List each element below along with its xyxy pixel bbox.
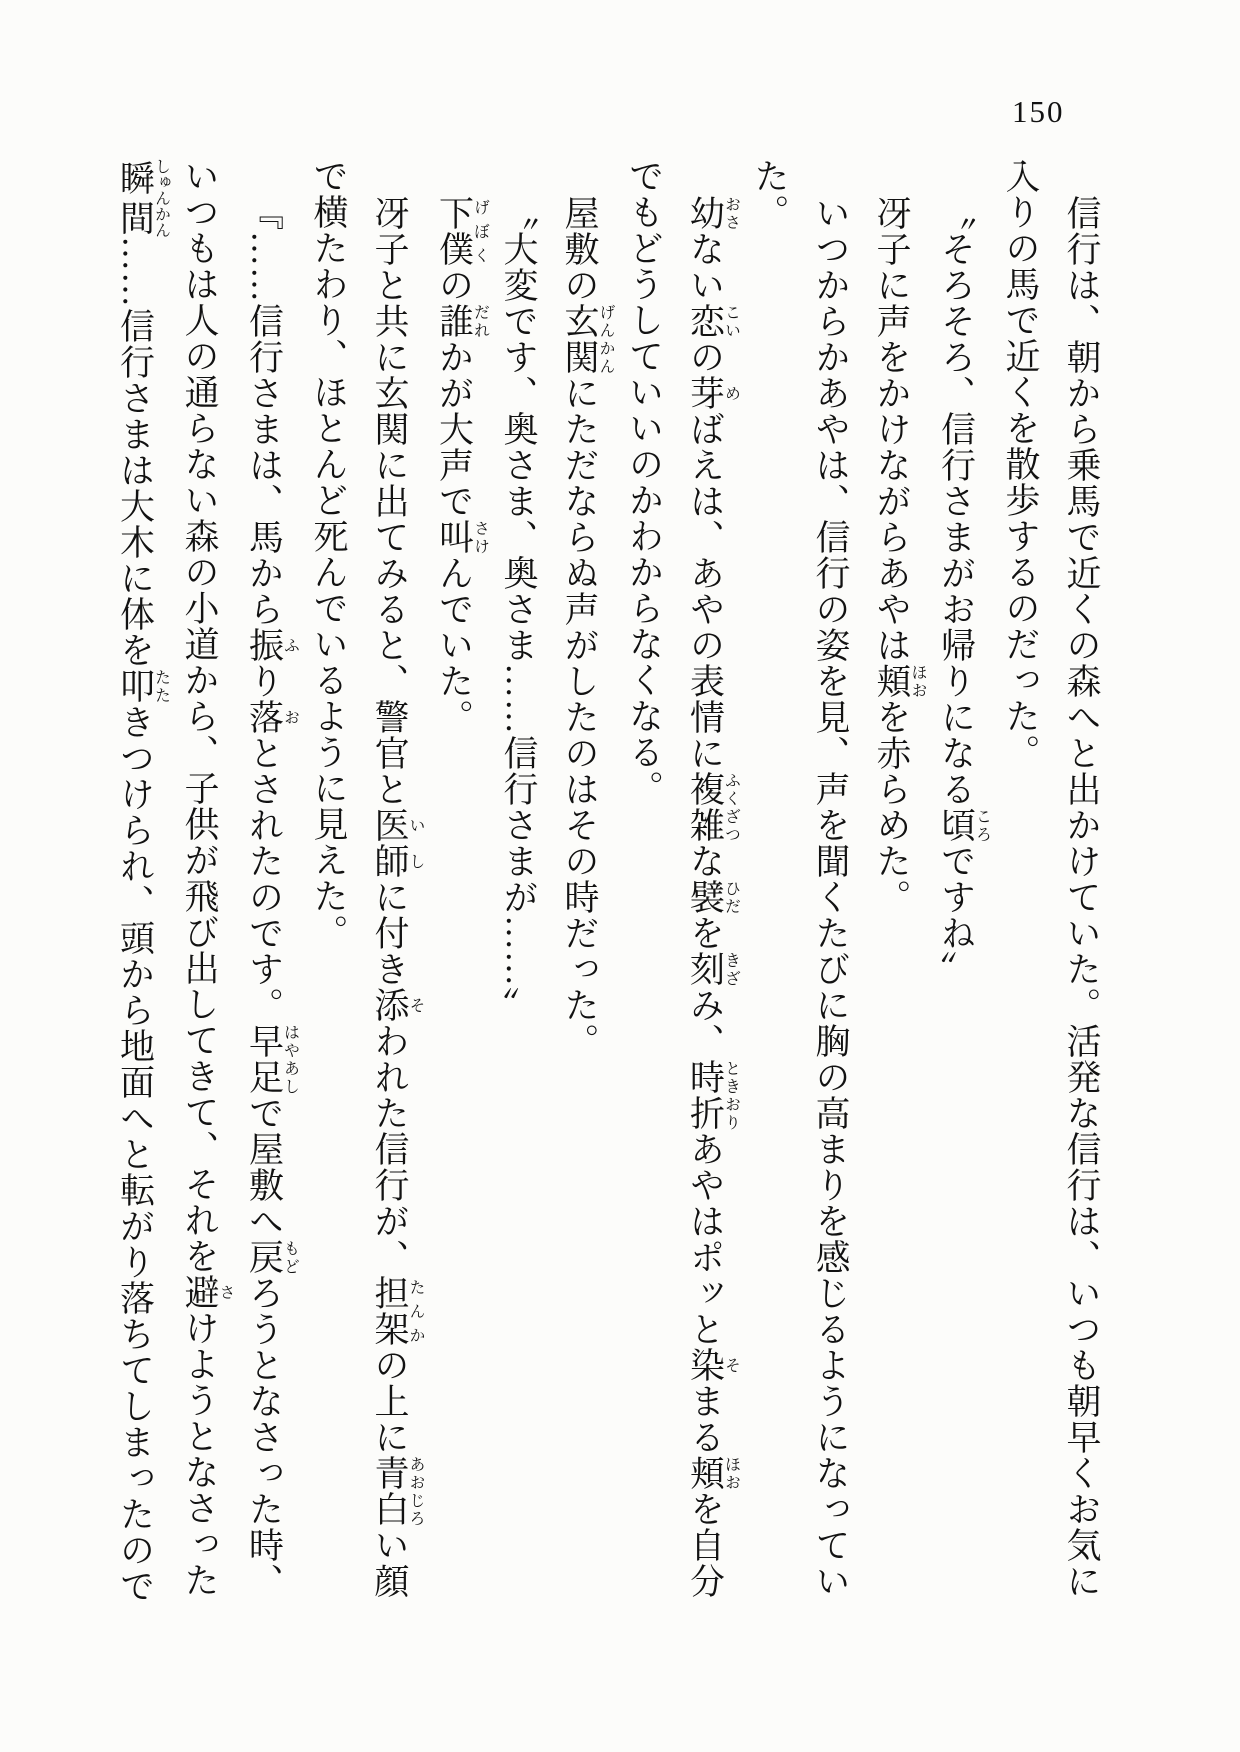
text-column: 屋敷の玄関げんかんにただならぬ声がしたのはその時だった。 xyxy=(560,195,614,1059)
text-column: 瞬間しゅんかん……信行さまは大木に体を叩たたきつけられ、頭から地面へと転がり落ちてしまったので xyxy=(115,158,170,1604)
ruby-annotated-word: 下僕げぼく xyxy=(434,195,489,267)
text-column: いつもは人の通らない森の小道から、子供が飛び出してきて、それを避さけようとなさった xyxy=(180,158,234,1598)
text-column: 『……信行さまは、馬から振ふり落おとされたのです。早足はやあしで屋敷へ戻もどろうとなさった時、 xyxy=(244,195,299,1599)
ruby-annotated-word: 担架たんか xyxy=(370,1275,424,1347)
ruby-annotated-word: 頬ほお xyxy=(872,663,926,699)
ruby-annotated-word: 戻もど xyxy=(244,1239,299,1275)
text-column: 〝そろそろ、信行さまがお帰りになる頃ころですね〟 xyxy=(936,195,991,987)
page-number: 150 xyxy=(1012,94,1065,129)
text-column: 幼おさない恋こいの芽めばえは、あやの表情に複雑ふくざつな襞ひだを刻きざみ、時折ときおりあやはポッと染そまる頬ほおを自分 xyxy=(685,195,740,1599)
ruby-annotated-word: 時折ときおり xyxy=(685,1059,740,1131)
ruby-annotated-word: 医師いし xyxy=(370,807,424,879)
text-column: 〝大変です、奥さま、奥さま……信行さまが……〟 xyxy=(499,195,538,1023)
ruby-annotated-word: 刻きざ xyxy=(685,951,740,987)
ruby-annotated-word: 恋こい xyxy=(685,303,740,339)
ruby-annotated-word: 幼おさ xyxy=(685,195,740,231)
text-column: いつからかあやは、信行の姿を見、声を聞くたびに胸の高まりを感じるようになってい xyxy=(811,195,850,1599)
text-column: た。 xyxy=(750,158,789,230)
ruby-annotated-word: 早足はやあし xyxy=(244,1023,299,1095)
ruby-annotated-word: 叫さけ xyxy=(434,519,489,555)
text-column: 冴子に声をかけながらあやは頬ほおを赤らめた。 xyxy=(872,195,926,915)
text-column: 信行は、朝から乗馬で近くの森へと出かけていた。活発な信行は、いつも朝早くお気に xyxy=(1062,195,1101,1599)
ruby-annotated-word: 誰だれ xyxy=(434,303,489,339)
ruby-annotated-word: 瞬間しゅんかん xyxy=(115,158,170,238)
text-column: 冴子と共に玄関に出てみると、警官と医師いしに付き添そわれた信行が、担架たんかの上に青白あおじろい顔 xyxy=(370,195,424,1599)
text-column: でもどうしていいのかわからなくなる。 xyxy=(624,158,664,806)
text-columns xyxy=(105,158,1113,1610)
ruby-annotated-word: 振ふ xyxy=(244,627,299,663)
text-column: で横たわり、ほとんど死んでいるように見えた。 xyxy=(309,158,348,950)
ruby-annotated-word: 添そ xyxy=(370,987,424,1023)
ruby-annotated-word: 頬ほお xyxy=(685,1455,740,1491)
ruby-annotated-word: 芽め xyxy=(685,375,740,411)
ruby-annotated-word: 避さ xyxy=(180,1274,234,1310)
ruby-annotated-word: 襞ひだ xyxy=(685,879,740,915)
text-column: 入りの馬で近くを散歩するのだった。 xyxy=(1001,158,1040,770)
ruby-annotated-word: 玄関げんかん xyxy=(560,303,614,375)
text-column: 下僕げぼくの誰だれかが大声で叫さけんでいた。 xyxy=(434,195,489,735)
ruby-annotated-word: 頃ころ xyxy=(936,807,991,843)
ruby-annotated-word: 叩たた xyxy=(115,668,170,704)
ruby-annotated-word: 青白あおじろ xyxy=(370,1455,424,1527)
ruby-annotated-word: 複雑ふくざつ xyxy=(685,771,740,843)
ruby-annotated-word: 染そ xyxy=(685,1347,740,1383)
ruby-annotated-word: 落お xyxy=(244,699,299,735)
